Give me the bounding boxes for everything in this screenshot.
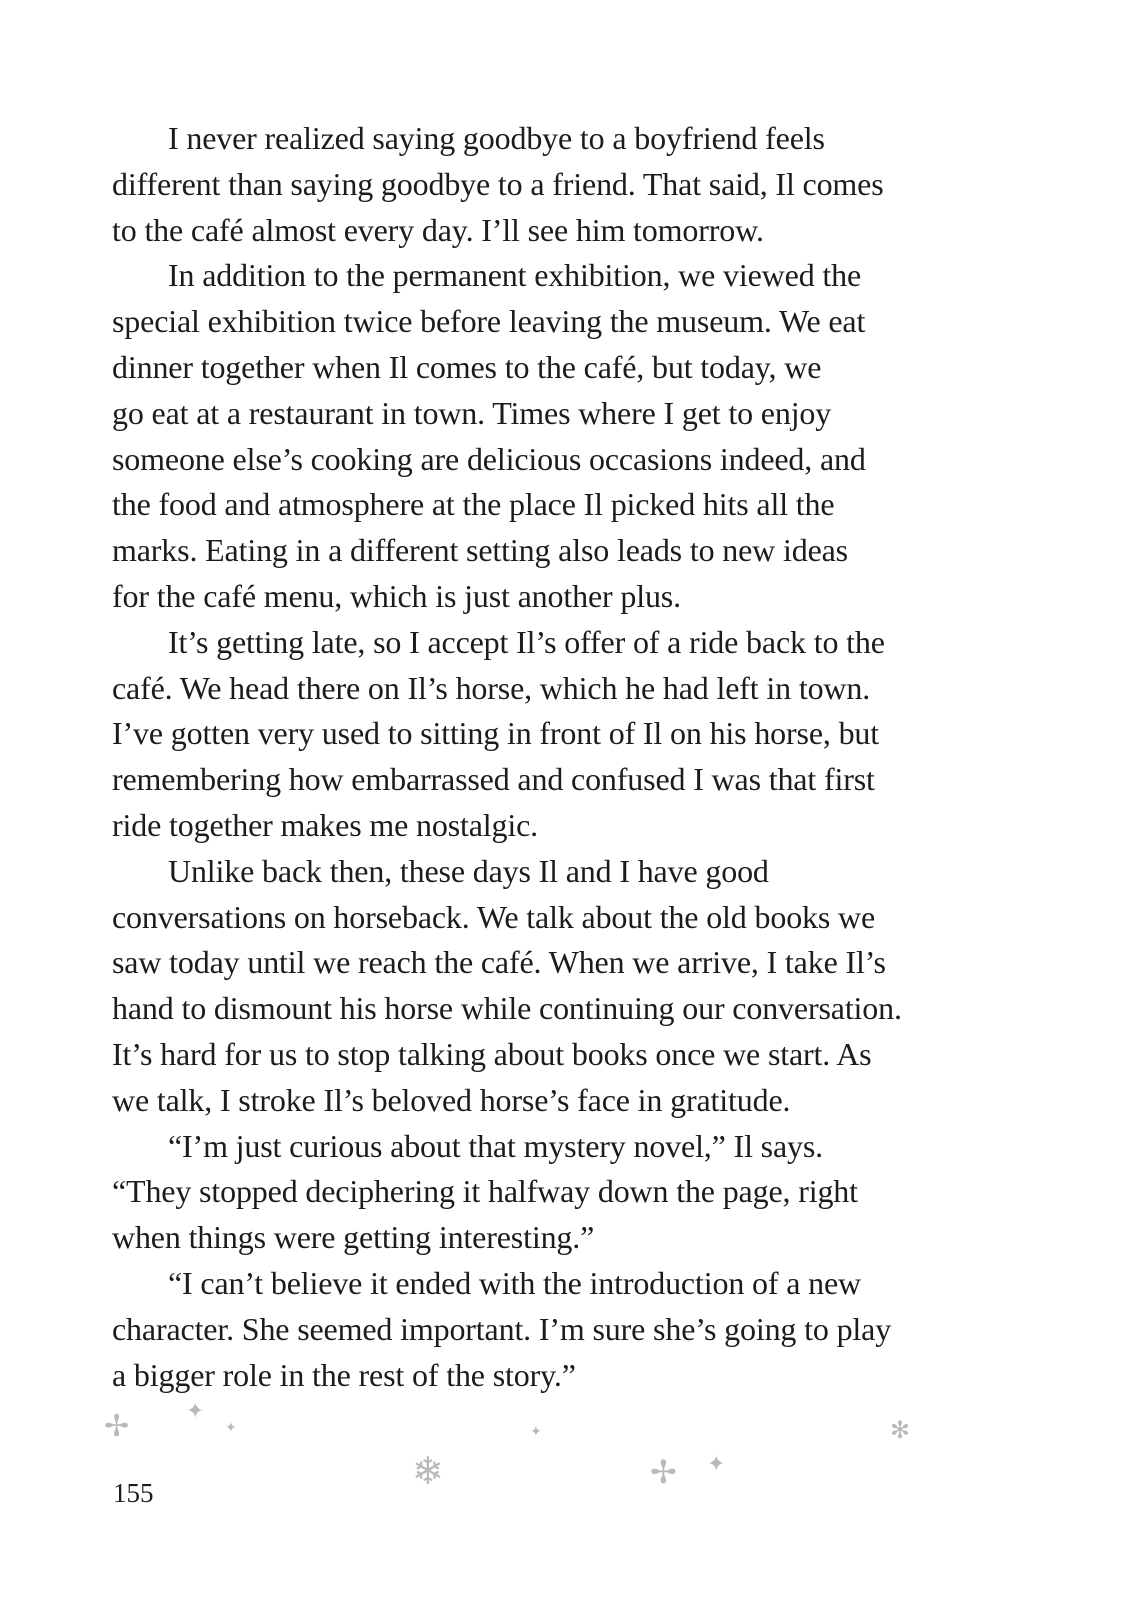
text-line: In addition to the permanent exhibition, we viewed the <box>168 257 862 294</box>
cross-sparkle-icon: ✢ <box>104 1409 130 1444</box>
asterisk-icon: ✻ <box>890 1416 911 1444</box>
text-line: I never realized saying goodbye to a boyfriend feels <box>168 120 825 156</box>
text-line: we talk, I stroke Il’s beloved horse’s face in gratitude. <box>112 1081 791 1118</box>
text-line: marks. Eating in a different setting also leads to new ideas <box>112 532 848 569</box>
text-line: different than saying goodbye to a friend. That said, Il comes <box>112 165 884 202</box>
text-line: go eat at a restaurant in town. Times where I get to enjoy <box>112 394 832 431</box>
text-line: “They stopped deciphering it halfway down the page, right <box>112 1173 858 1210</box>
text-line: conversations on horseback. We talk about the old books we <box>112 898 876 935</box>
text-line: It’s hard for us to stop talking about books once we start. As <box>112 1035 872 1072</box>
text-line: café. We head there on Il’s horse, which he had left in town. <box>112 669 871 706</box>
text-line: “I’m just curious about that mystery novel,” Il says. <box>168 1127 824 1164</box>
diamond-sparkle-icon: ✦ <box>225 1420 237 1436</box>
text-line: dinner together when Il comes to the café, but today, we <box>112 348 822 385</box>
diamond-sparkle-icon: ✦ <box>530 1424 542 1440</box>
text-line: It’s getting late, so I accept Il’s offer of a ride back to the <box>168 623 885 660</box>
text-line: I’ve gotten very used to sitting in front of Il on his horse, but <box>112 715 880 752</box>
text-line: saw today until we reach the café. When we arrive, I take Il’s <box>112 944 886 981</box>
text-line: when things were getting interesting.” <box>112 1219 595 1256</box>
cross-sparkle-icon: ✢ <box>650 1453 677 1491</box>
text-line: a bigger role in the rest of the story.” <box>112 1356 576 1393</box>
text-line: to the café almost every day. I’ll see him tomorrow. <box>112 211 764 248</box>
text-line: “I can’t believe it ended with the introduction of a new <box>168 1264 861 1301</box>
text-line: someone else’s cooking are delicious occasions indeed, and <box>112 440 866 477</box>
snowflake-icon: ❄ <box>412 1449 444 1493</box>
text-line: hand to dismount his horse while continuing our conversation. <box>112 990 902 1027</box>
text-line: for the café menu, which is just another plus. <box>112 577 681 614</box>
text-line: ride together makes me nostalgic. <box>112 806 539 843</box>
text-line: Unlike back then, these days Il and I have good <box>168 852 769 889</box>
page-number: 155 <box>113 1478 154 1508</box>
body-text <box>112 116 992 1398</box>
text-line: the food and atmosphere at the place Il picked hits all the <box>112 486 835 523</box>
text-line: special exhibition twice before leaving the museum. We eat <box>112 303 866 340</box>
star-sparkle-icon: ✦ <box>186 1399 205 1424</box>
text-line: remembering how embarrassed and confused I was that first <box>112 761 875 798</box>
text-line: character. She seemed important. I’m sure she’s going to play <box>112 1310 892 1347</box>
star-sparkle-icon: ✦ <box>707 1452 726 1477</box>
